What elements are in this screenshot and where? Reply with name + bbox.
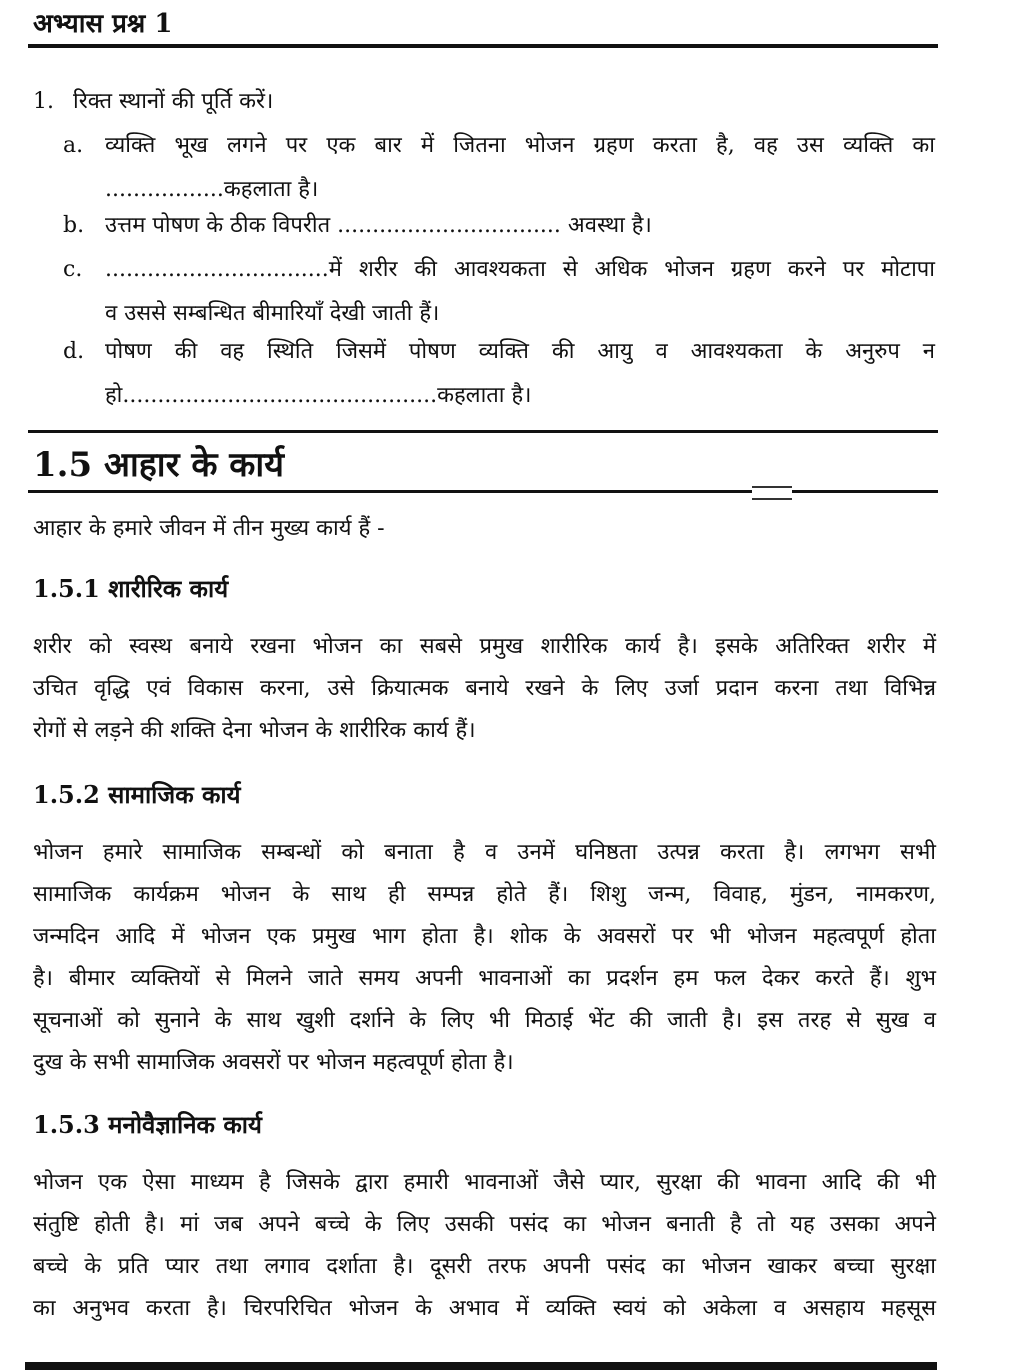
- paragraph-line: दुख के सभी सामाजिक अवसरों पर भोजन महत्वपूर्ण होता है।: [33, 1050, 514, 1075]
- item-text-line1: उत्तम पोषण के ठीक विपरीत ................................ अवस्था है।: [105, 213, 652, 238]
- item-label: a.: [63, 133, 84, 158]
- paragraph-line: सूचनाओं को सुनाने के साथ खुशी दर्शाने के लिए भी मिठाई भेंट की जाती है। इस तरह से सुख व: [33, 1008, 936, 1033]
- paragraph-line: भोजन हमारे सामाजिक सम्बन्धों को बनाता है व उनमें घनिष्ठता उत्पन्न करता है। लगभग सभी: [33, 840, 936, 865]
- section-rule-top: [28, 430, 938, 433]
- item-text-line1: ................................में शरीर की आवश्यकता से अधिक भोजन ग्रहण करने पर मोटापा: [105, 257, 935, 282]
- paragraph-line: है। बीमार व्यक्तियों से मिलने जाते समय अपनी भावनाओं का प्रदर्शन हम फल देकर करते हैं। शुभ: [33, 966, 936, 991]
- subsection-heading-physical: 1.5.1 शारीरिक कार्य: [33, 574, 229, 603]
- item-label: b.: [63, 213, 85, 238]
- item-text-line2: .................कहलाता है।: [105, 177, 319, 202]
- paragraph-line: का अनुभव करता है। चिरपरिचित भोजन के अभाव में व्यक्ति स्वयं को अकेला व असहाय महसूस: [33, 1296, 936, 1321]
- item-label: d.: [63, 339, 85, 364]
- double-rule-mark: [752, 486, 792, 500]
- paragraph-line: जन्मदिन आदि में भोजन एक प्रमुख भाग होता है। शोक के अवसरों पर भी भोजन महत्वपूर्ण होता: [33, 924, 936, 949]
- paragraph-line: संतुष्टि होती है। मां जब अपने बच्चे के लिए उसकी पसंद का भोजन बनाती है तो यह उसका अपने: [33, 1212, 936, 1237]
- section-intro: आहार के हमारे जीवन में तीन मुख्य कार्य हैं -: [33, 516, 385, 541]
- item-text-line1: पोषण की वह स्थिति जिसमें पोषण व्यक्ति की आयु व आवश्यकता के अनुरुप न: [105, 339, 935, 364]
- section-rule-bottom: [28, 490, 938, 493]
- paragraph-line: भोजन एक ऐसा माध्यम है जिसके द्वारा हमारी भावनाओं जैसे प्यार, सुरक्षा की भावना आदि की भी: [33, 1170, 936, 1195]
- subsection-heading-psychological: 1.5.3 मनोवैज्ञानिक कार्य: [33, 1110, 262, 1139]
- paragraph-line: रोगों से लड़ने की शक्ति देना भोजन के शारीरिक कार्य हैं।: [33, 718, 476, 743]
- question-number: 1.: [33, 89, 54, 114]
- paragraph-line: शरीर को स्वस्थ बनाये रखना भोजन का सबसे प्रमुख शारीरिक कार्य है। इसके अतिरिक्त शरीर में: [33, 634, 936, 659]
- item-label: c.: [63, 257, 83, 282]
- header-rule: [28, 44, 938, 48]
- item-text-line1: व्यक्ति भूख लगने पर एक बार में जितना भोजन ग्रहण करता है, वह उस व्यक्ति का: [105, 133, 935, 158]
- page-bottom-rule: [25, 1362, 937, 1370]
- exercise-header-title: अभ्यास प्रश्न 1: [33, 9, 173, 39]
- item-text-line2: व उससे सम्बन्धित बीमारियाँ देखी जाती हैं।: [105, 301, 440, 326]
- question-instruction: रिक्त स्थानों की पूर्ति करें।: [73, 89, 274, 114]
- paragraph-line: बच्चे के प्रति प्यार तथा लगाव दर्शाता है। दूसरी तरफ अपनी पसंद का भोजन खाकर बच्चा सुरक्षा: [33, 1254, 936, 1279]
- section-title: 1.5 आहार के कार्य: [33, 445, 284, 485]
- subsection-heading-social: 1.5.2 सामाजिक कार्य: [33, 780, 241, 809]
- paragraph-line: उचित वृद्धि एवं विकास करना, उसे क्रियात्मक बनाये रखने के लिए उर्जा प्रदान करना तथा विभिन्न: [33, 676, 936, 701]
- paragraph-line: सामाजिक कार्यक्रम भोजन के साथ ही सम्पन्न होते हैं। शिशु जन्म, विवाह, मुंडन, नामकरण,: [33, 882, 936, 907]
- item-text-line2: हो.............................................कहलाता है।: [105, 383, 532, 408]
